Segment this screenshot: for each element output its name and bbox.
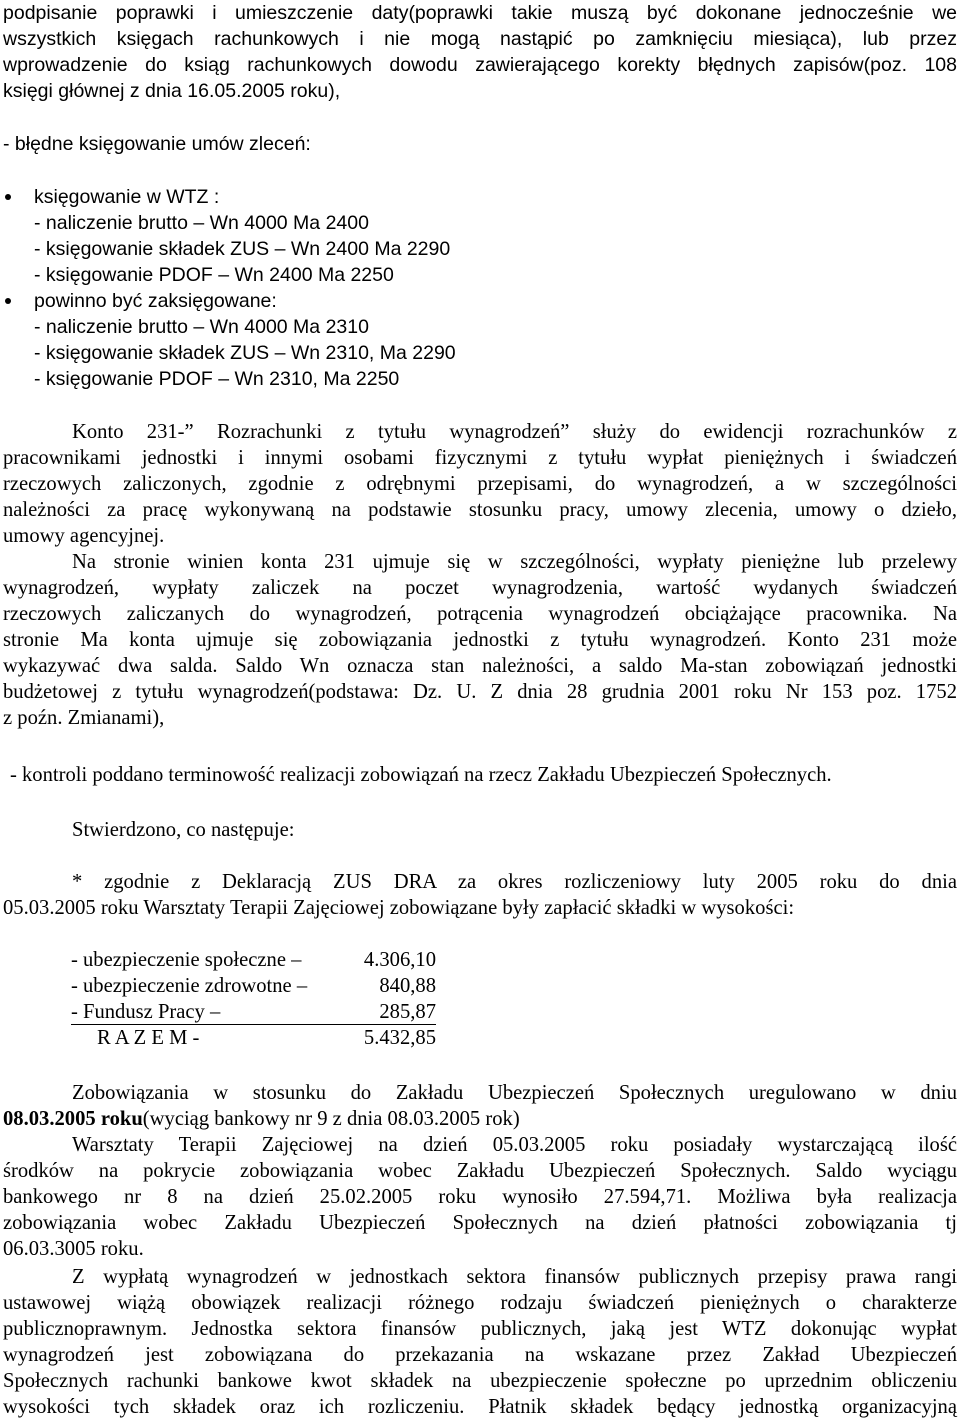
stwierdzono-line: Stwierdzono, co następuje: — [72, 819, 295, 841]
list-item — [0, 184, 700, 210]
skladka-label: - ubezpieczenie zdrowotne – — [71, 975, 308, 997]
wtz-label: księgowanie w WTZ : — [34, 186, 220, 208]
wyplata-line: Z wypłatą wynagrodzeń w jednostkach sektora finansów publicznych przepisy prawa rangi — [72, 1266, 957, 1288]
wyplata-line: publicznoprawnym. Jednostka sektora finansów publicznych, jaką jest WTZ dokonując wypłat — [3, 1318, 957, 1340]
skladka-value: 285,87 — [379, 1001, 436, 1023]
strony-line: wykazywać dwa salda. Saldo Wn oznacza stan należności, a saldo Ma-stan zobowiązań jednostki — [3, 655, 957, 677]
warsztaty-line: bankowego nr 8 na dzień 25.02.2005 roku wynosiło 27.594,71. Możliwa była realizacja — [3, 1186, 957, 1208]
wtz-entries — [0, 210, 450, 288]
table-row — [71, 947, 436, 973]
list-item — [0, 288, 700, 314]
booking-list — [0, 184, 700, 210]
kontrola-line: - kontroli poddano terminowość realizacji zobowiązań na rzecz Zakładu Ubezpieczeń Społecznych. — [10, 764, 832, 786]
konto-line: należności za pracę wykonywaną na podstawie stosunku pracy, umowy zlecenia, umowy o dzieło, — [3, 499, 957, 521]
warsztaty-line: Warsztaty Terapii Zajęciowej na dzień 05.03.2005 roku posiadały wystarczającą ilość — [72, 1134, 957, 1156]
wyplata-line: ustawowej wiążą obowiązek realizacji różnego rodzaju świadczeń pieniężnych o charakterze — [3, 1292, 957, 1314]
warsztaty-line: środków na pokrycie zobowiązania wobec Zakładu Ubezpieczeń Społecznych. Saldo wyciągu — [3, 1160, 957, 1182]
wyplata-line: wysokości tych składek oraz ich rozliczeniu. Płatnik składek będący jednostką organizacyjną — [3, 1396, 957, 1418]
correct-list — [0, 288, 700, 314]
strony-paragraph — [3, 549, 957, 731]
warsztaty-line: zobowiązania wobec Zakładu Ubezpieczeń Społecznych na dzień płatności zobowiązania tj — [3, 1212, 957, 1234]
wyplata-paragraph — [3, 1264, 957, 1420]
correct-label: powinno być zaksięgowane: — [34, 290, 277, 312]
table-row — [71, 973, 436, 999]
konto-line: Konto 231-” Rozrachunki z tytułu wynagrodzeń” służy do ewidencji rozrachunków z — [72, 421, 957, 443]
wtz-entry: - księgowanie składek ZUS – Wn 2400 Ma 2290 — [34, 238, 451, 260]
konto-line: umowy agencyjnej. — [3, 525, 165, 547]
wyplata-line: Społecznych rachunki bankowe kwot składek na ubezpieczenie społeczne po uprzednim obliczeniu — [3, 1370, 957, 1392]
skladka-value: 840,88 — [379, 975, 436, 997]
intro-line-1: podpisanie poprawki i umieszczenie daty(poprawki takie muszą być dokonane jednocześnie we — [3, 2, 957, 24]
strony-line: z poźn. Zmianami), — [3, 707, 165, 729]
intro-line-3: wprowadzenie do ksiąg rachunkowych dowodu zawierającego korekty błędnych zapisów(poz. 108 — [3, 54, 957, 76]
correct-entries — [0, 314, 456, 392]
skladki-table — [71, 947, 436, 1051]
skladka-label: - Fundusz Pracy – — [71, 1001, 221, 1023]
konto-line: rzeczowych zaliczonych, zgodnie z odrębnymi przepisami, do wynagrodzeń, a w szczególności — [3, 473, 957, 495]
strony-line: stronie Ma konta ujmuje się zobowiązania jednostki z tytułu wynagrodzeń. Konto 231 może — [3, 629, 957, 651]
warsztaty-paragraph — [3, 1132, 957, 1262]
intro-paragraph — [3, 0, 957, 104]
zobowiazania-line-2 — [3, 1106, 957, 1132]
wtz-entry: - księgowanie PDOF – Wn 2400 Ma 2250 — [34, 264, 394, 286]
strony-line: budżetowej z tytułu wynagrodzeń(podstawa: Dz. U. Z dnia 28 grudnia 2001 roku Nr 153 poz. 1752 — [3, 681, 957, 703]
error-heading: - błędne księgowanie umów zleceń: — [3, 133, 311, 155]
payment-date: 08.03.2005 roku — [3, 1108, 143, 1130]
skladka-label: - ubezpieczenie społeczne – — [71, 949, 302, 971]
zobowiazania-line-1: Zobowiązania w stosunku do Zakładu Ubezpieczeń Społecznych uregulowano w dniu — [72, 1082, 957, 1104]
strony-line: rzeczowych zaliczanych do wynagrodzeń, potrącenia wynagrodzeń obciążające pracownika. Na — [3, 603, 957, 625]
strony-line: wynagrodzeń, wypłaty zaliczek na poczet wynagrodzenia, wartość wydanych świadczeń — [3, 577, 957, 599]
wyplata-line: wynagrodzeń jest zobowiązana do przekazania na wskazane przez Zakład Ubezpieczeń — [3, 1344, 957, 1366]
deklaracja-line-2: 05.03.2005 roku Warsztaty Terapii Zajęciowej zobowiązane były zapłacić składki w wysokości: — [3, 897, 795, 919]
payment-note: (wyciąg bankowy nr 9 z dnia 08.03.2005 rok) — [142, 1108, 520, 1130]
total-value: 5.432,85 — [363, 1027, 436, 1049]
correct-entry: - księgowanie PDOF – Wn 2310, Ma 2250 — [34, 368, 400, 390]
konto-line: pracownikami jednostki i innymi osobami fizycznymi z tytułu wypłat pieniężnych i świadczeń — [3, 447, 957, 469]
strony-line: Na stronie winien konta 231 ujmuje się w szczególności, wypłaty pieniężne lub przelewy — [72, 551, 957, 573]
wtz-entry: - naliczenie brutto – Wn 4000 Ma 2400 — [34, 212, 369, 234]
deklaracja-line-1: * zgodnie z Deklaracją ZUS DRA za okres rozliczeniowy luty 2005 roku do dnia — [72, 871, 957, 893]
zobowiazania-paragraph — [3, 1080, 957, 1132]
correct-entry: - naliczenie brutto – Wn 4000 Ma 2310 — [34, 316, 369, 338]
total-label: R A Z E M - — [97, 1027, 200, 1049]
skladka-value: 4.306,10 — [363, 949, 436, 971]
table-row — [71, 999, 436, 1025]
konto-paragraph — [3, 419, 957, 549]
warsztaty-line: 06.03.3005 roku. — [3, 1238, 144, 1260]
total-row — [71, 1025, 436, 1051]
deklaracja-paragraph — [3, 869, 957, 921]
intro-line-2: wszystkich księgach rachunkowych i nie mogą nastąpić po zamknięciu miesiąca), lub przez — [3, 28, 957, 50]
intro-line-4: księgi głównej z dnia 16.05.2005 roku), — [3, 80, 341, 102]
correct-entry: - księgowanie składek ZUS – Wn 2310, Ma 2290 — [34, 342, 456, 364]
